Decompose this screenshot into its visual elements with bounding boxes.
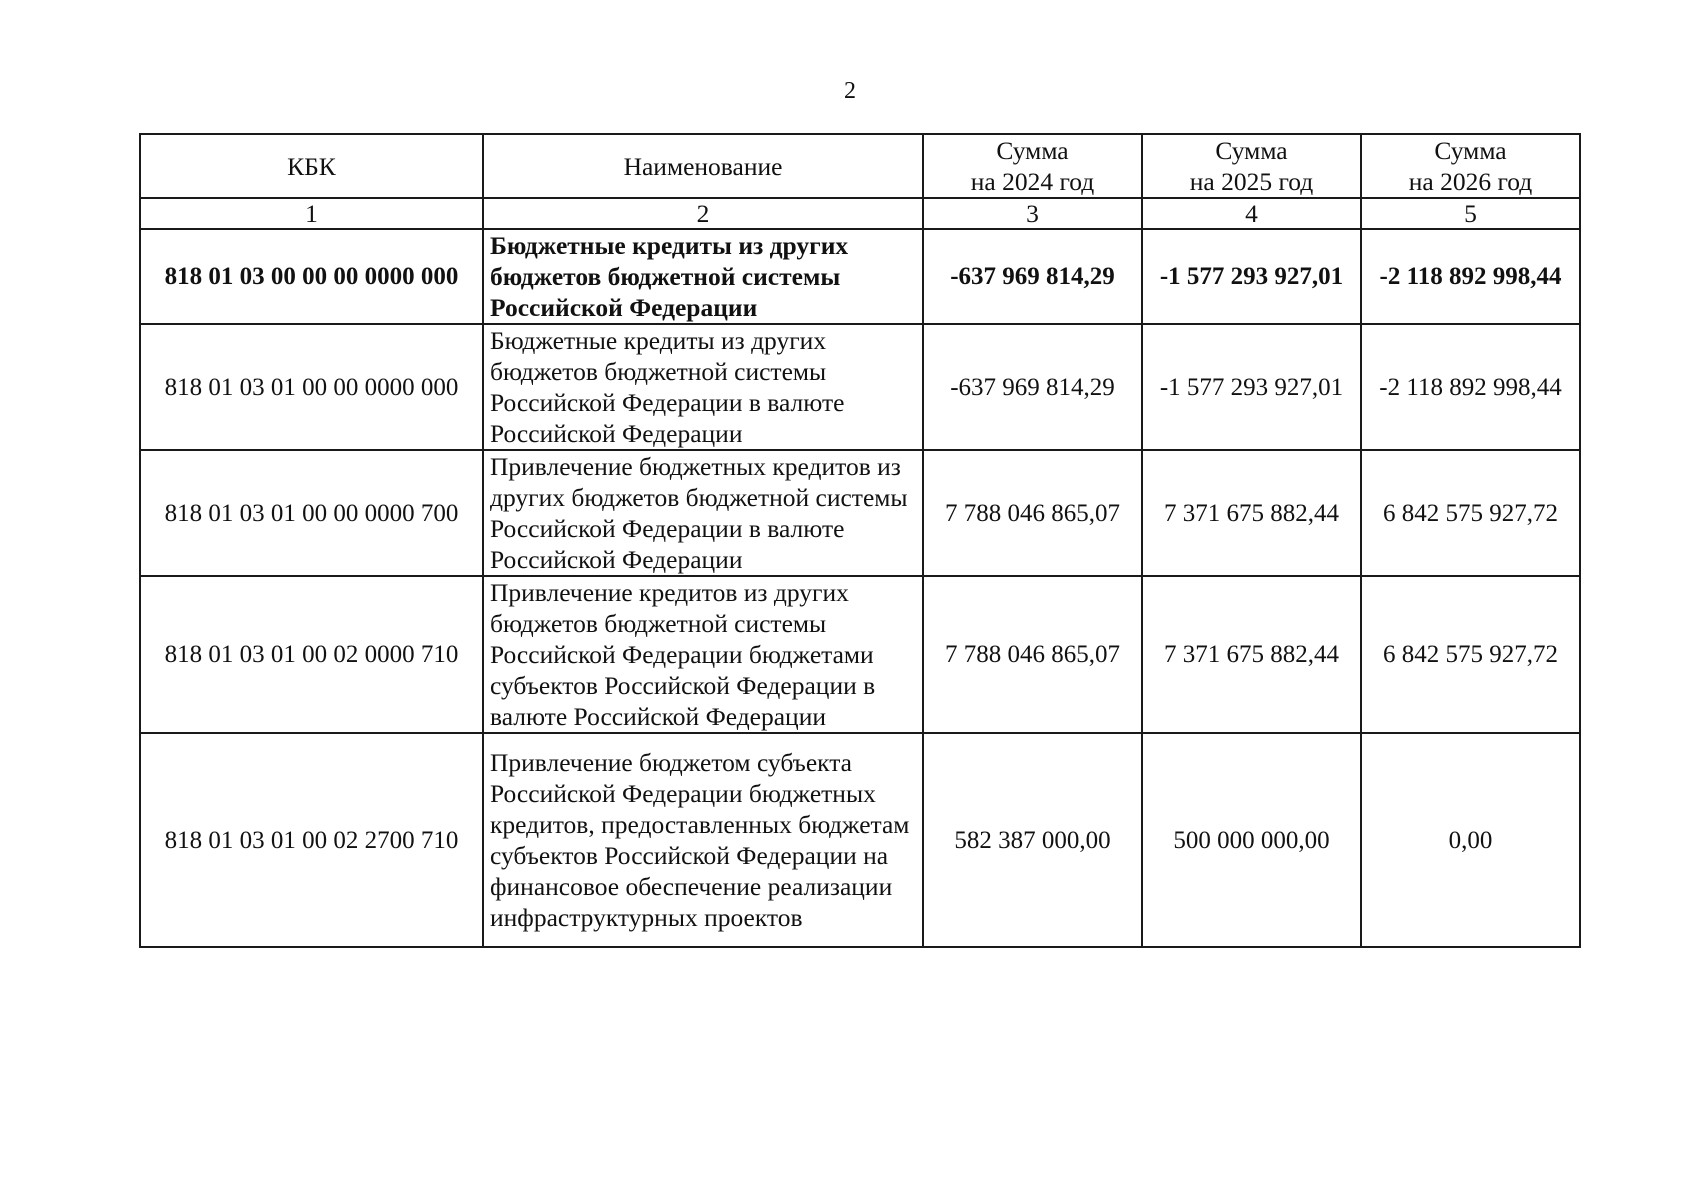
sum-2024-cell: 7 788 046 865,07 xyxy=(923,450,1142,576)
table-row xyxy=(140,733,1580,947)
column-number: 5 xyxy=(1361,198,1580,229)
header-sum-2025 xyxy=(1142,134,1361,198)
page-number: 2 xyxy=(844,78,856,104)
name-cell: Привлечение бюджетных кредитов из других бюджетов бюджетной системы Российской Федерации в валюте Российской Федерации xyxy=(483,450,923,576)
header-sum-2026-line1: Сумма xyxy=(1434,136,1507,165)
kbk-cell: 818 01 03 01 00 02 2700 710 xyxy=(140,733,483,947)
column-number: 1 xyxy=(140,198,483,229)
header-sum-2024 xyxy=(923,134,1142,198)
kbk-cell: 818 01 03 01 00 00 0000 000 xyxy=(140,324,483,450)
kbk-cell: 818 01 03 00 00 00 0000 000 xyxy=(140,229,483,324)
name-cell: Привлечение кредитов из других бюджетов бюджетной системы Российской Федерации бюджетами субъектов Российской Федерации в валюте Российской Федерации xyxy=(483,576,923,733)
column-number: 3 xyxy=(923,198,1142,229)
sum-2026-cell: 6 842 575 927,72 xyxy=(1361,450,1580,576)
kbk-cell: 818 01 03 01 00 00 0000 700 xyxy=(140,450,483,576)
name-cell: Бюджетные кредиты из других бюджетов бюджетной системы Российской Федерации xyxy=(483,229,923,324)
name-cell: Бюджетные кредиты из других бюджетов бюджетной системы Российской Федерации в валюте Российской Федерации xyxy=(483,324,923,450)
sum-2024-cell: 582 387 000,00 xyxy=(923,733,1142,947)
header-name: Наименование xyxy=(483,134,923,198)
header-sum-2024-line1: Сумма xyxy=(996,136,1069,165)
sum-2026-cell: 6 842 575 927,72 xyxy=(1361,576,1580,733)
sum-2025-cell: -1 577 293 927,01 xyxy=(1142,229,1361,324)
table-row xyxy=(140,450,1580,576)
sum-2024-cell: -637 969 814,29 xyxy=(923,324,1142,450)
header-kbk: КБК xyxy=(140,134,483,198)
table-header-row xyxy=(140,134,1580,198)
header-sum-2024-line2: на 2024 год xyxy=(970,167,1095,196)
header-sum-2026-line2: на 2026 год xyxy=(1408,167,1533,196)
header-sum-2025-line2: на 2025 год xyxy=(1189,167,1314,196)
column-number-row xyxy=(140,198,1580,229)
budget-credits-table xyxy=(139,133,1581,948)
sum-2024-cell: 7 788 046 865,07 xyxy=(923,576,1142,733)
sum-2026-cell: -2 118 892 998,44 xyxy=(1361,229,1580,324)
sum-2026-cell: -2 118 892 998,44 xyxy=(1361,324,1580,450)
name-cell: Привлечение бюджетом субъекта Российской Федерации бюджетных кредитов, предоставленных бюджетам субъектов Российской Федерации на финансовое обеспечение реализации инфраструктурных проектов xyxy=(483,733,923,947)
kbk-cell: 818 01 03 01 00 02 0000 710 xyxy=(140,576,483,733)
header-sum-2026 xyxy=(1361,134,1580,198)
sum-2026-cell: 0,00 xyxy=(1361,733,1580,947)
table-row xyxy=(140,324,1580,450)
header-sum-2025-line1: Сумма xyxy=(1215,136,1288,165)
table-row xyxy=(140,576,1580,733)
sum-2025-cell: 7 371 675 882,44 xyxy=(1142,576,1361,733)
sum-2025-cell: -1 577 293 927,01 xyxy=(1142,324,1361,450)
sum-2025-cell: 500 000 000,00 xyxy=(1142,733,1361,947)
sum-2025-cell: 7 371 675 882,44 xyxy=(1142,450,1361,576)
column-number: 2 xyxy=(483,198,923,229)
table-row xyxy=(140,229,1580,324)
sum-2024-cell: -637 969 814,29 xyxy=(923,229,1142,324)
column-number: 4 xyxy=(1142,198,1361,229)
